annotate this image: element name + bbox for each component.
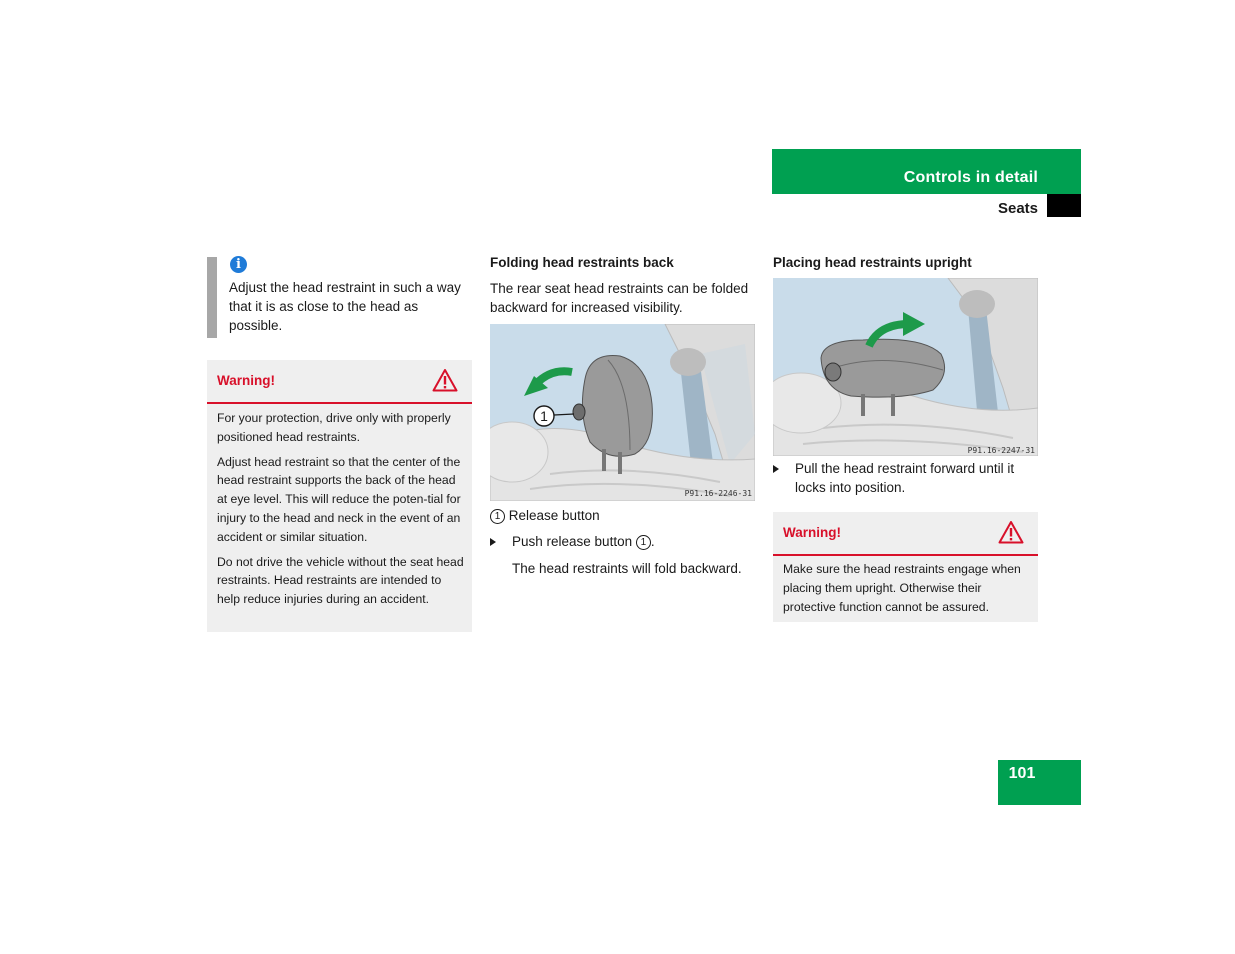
warning-paragraph: For your protection, drive only with properly positioned head restraints.	[217, 411, 451, 444]
warning-paragraph: Make sure the head restraints engage when placing them upright. Otherwise their protective function cannot be assured.	[783, 562, 1021, 614]
warning-label: Warning!	[783, 525, 841, 540]
warning-header	[207, 360, 472, 404]
warning-triangle-icon	[432, 368, 458, 392]
warning-paragraph: Do not drive the vehicle without the seat head restraints. Head restraints are intended to help reduce injuries during an accident.	[217, 554, 464, 607]
subsection-title: Seats	[997, 200, 1038, 217]
warning-label: Warning!	[217, 373, 275, 388]
folding-intro: The rear seat head restraints can be folded backward for increased visibility.	[490, 281, 749, 315]
folding-result: The head restraints will fold backward.	[512, 561, 742, 576]
upright-step	[773, 459, 1038, 497]
warning-box-engage	[773, 512, 1038, 622]
step-text: Push release button	[512, 534, 633, 549]
folding-head-restraint-illustration	[490, 324, 755, 501]
warning-box-protection	[207, 360, 472, 632]
callout-number: 1	[540, 408, 548, 424]
callout-marker: 1	[490, 509, 505, 524]
info-icon: i	[230, 256, 247, 273]
page-number: 101	[1008, 765, 1036, 782]
bullet-arrow-icon	[490, 538, 496, 546]
figure-code: P91.16-2247-31	[967, 446, 1035, 455]
info-box-bar	[207, 257, 217, 338]
info-text: Adjust the head restraint in such a way that it is as close to the head as possible.	[229, 280, 461, 333]
warning-body	[217, 409, 464, 615]
legend-text: Release button	[508, 508, 600, 523]
callout-marker: 1	[636, 535, 651, 550]
legend-release-button	[490, 506, 600, 525]
warning-body	[783, 560, 1030, 622]
figure-code: P91.16-2246-31	[684, 489, 752, 498]
warning-triangle-icon	[998, 520, 1024, 544]
subsection-marker	[1047, 194, 1081, 217]
section-title: Controls in detail	[903, 169, 1038, 186]
upright-heading: Placing head restraints upright	[773, 255, 972, 270]
upright-head-restraint-illustration	[773, 278, 1038, 456]
warning-header	[773, 512, 1038, 556]
step-text: Pull the head restraint forward until it locks into position.	[795, 461, 1015, 495]
bullet-arrow-icon	[773, 465, 779, 473]
folding-heading: Folding head restraints back	[490, 255, 674, 270]
warning-paragraph: Adjust head restraint so that the center of the head restraint supports the back of the head at eye level. This will reduce the poten-tial for injury to the head and neck in the event of an accident or similar situation.	[217, 454, 461, 544]
